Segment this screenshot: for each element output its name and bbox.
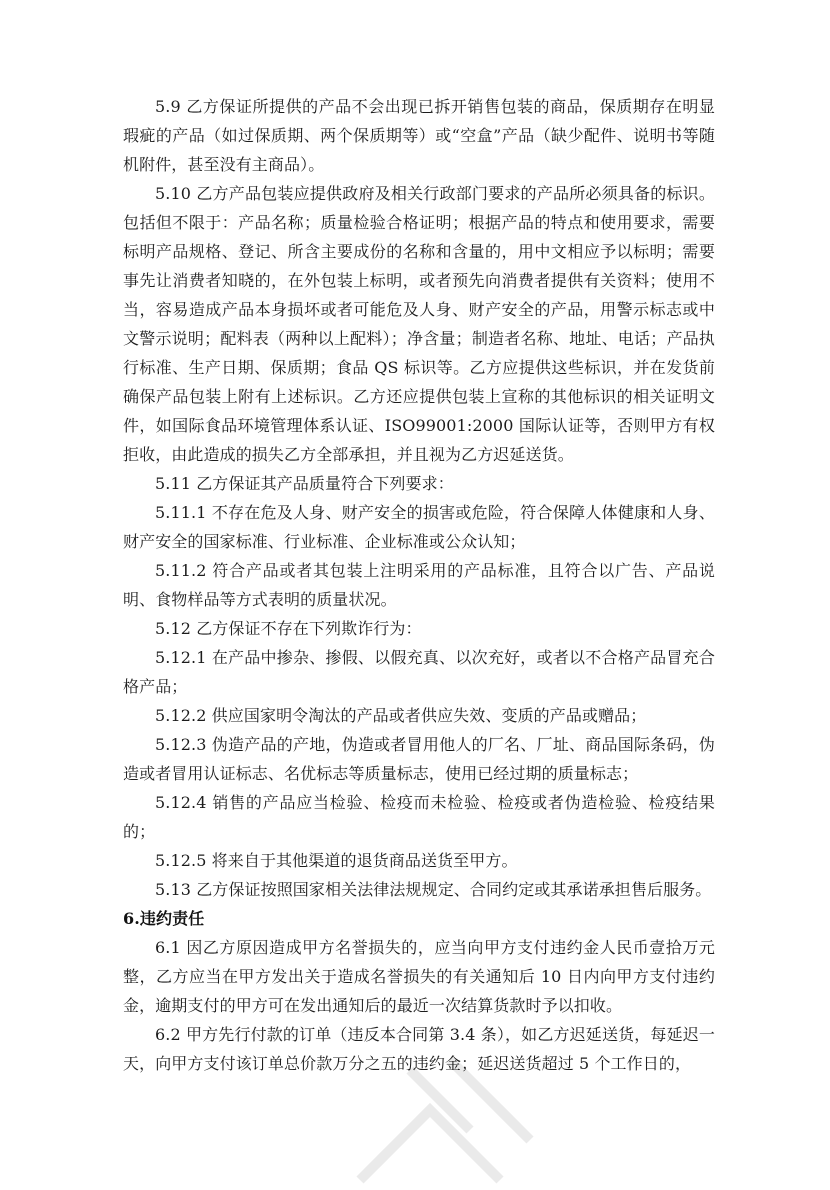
- clause-5-12-1: 5.12.1 在产品中掺杂、掺假、以假充真、以次充好，或者以不合格产品冒充合格产品；: [123, 648, 715, 696]
- clause-5-12-4: 5.12.4 销售的产品应当检验、检疫而未检验、检疫或者伪造检验、检疫结果的；: [123, 793, 715, 841]
- clause-6-1: 6.1 因乙方原因造成甲方名誉损失的，应当向甲方支付违约金人民币壹拾万元整，乙方应当在甲方发出关于造成名誉损失的有关通知后 10 日内向甲方支付违约金，逾期支付的甲方可在发出通知后的最近一次结算货款时予以扣收。: [123, 938, 715, 1015]
- clause-5-12-2: 5.12.2 供应国家明令淘汰的产品或者供应失效、变质的产品或赠品；: [155, 706, 647, 725]
- clause-5-9: 5.9 乙方保证所提供的产品不会出现已拆开销售包装的商品，保质期存在明显瑕疵的产品（如过保质期、两个保质期等）或“空盒”产品（缺少配件、说明书等随机附件，甚至没有主商品）。: [123, 97, 715, 174]
- document-body: [123, 92, 715, 1078]
- clause-5-12: 5.12 乙方保证不存在下列欺诈行为：: [155, 619, 422, 638]
- clause-5-11: 5.11 乙方保证其产品质量符合下列要求：: [155, 474, 454, 493]
- clause-6-2: 6.2 甲方先行付款的订单（违反本合同第 3.4 条），如乙方迟延送货，每延迟一天，向甲方支付该订单总价款万分之五的违约金；延迟送货超过 5 个工作日的，: [123, 1025, 715, 1073]
- clause-5-12-5: 5.12.5 将来自于其他渠道的退货商品送货至甲方。: [155, 851, 518, 870]
- clause-5-10: 5.10 乙方产品包装应提供政府及相关行政部门要求的产品所必须具备的标识。包括但不限于：产品名称；质量检验合格证明；根据产品的特点和使用要求，需要标明产品规格、登记、所含主要成份的名称和含量的，用中文相应予以标明；需要事先让消费者知晓的，在外包装上标明，或者预先向消费者提供有关资料；使用不当，容易造成产品本身损坏或者可能危及人身、财产安全的产品，用警示标志或中文警示说明；配料表（两种以上配料）；净含量；制造者名称、地址、电话；产品执行标准、生产日期、保质期；食品 QS 标识等。乙方应提供这些标识，并在发货前确保产品包装上附有上述标识。乙方还应提供包装上宣称的其他标识的相关证明文件，如国际食品环境管理体系认证、ISO99001:2000 国际认证等，否则甲方有权拒收，由此造成的损失乙方全部承担，并且视为乙方迟延送货。: [123, 184, 715, 464]
- clause-5-11-2: 5.11.2 符合产品或者其包装上注明采用的产品标准，且符合以广告、产品说明、食物样品等方式表明的质量状况。: [123, 561, 715, 609]
- section-heading: 6.违约责任: [123, 909, 205, 928]
- watermark-icon: [340, 1050, 540, 1190]
- clause-5-13: 5.13 乙方保证按照国家相关法律法规规定、合同约定或其承诺承担售后服务。: [155, 880, 712, 899]
- clause-5-11-1: 5.11.1 不存在危及人身、财产安全的损害或危险，符合保障人体健康和人身、财产安全的国家标准、行业标准、企业标准或公众认知；: [123, 503, 715, 551]
- clause-5-12-3: 5.12.3 伪造产品的产地，伪造或者冒用他人的厂名、厂址、商品国际条码，伪造或者冒用认证标志、名优标志等质量标志，使用已经过期的质量标志；: [123, 735, 715, 783]
